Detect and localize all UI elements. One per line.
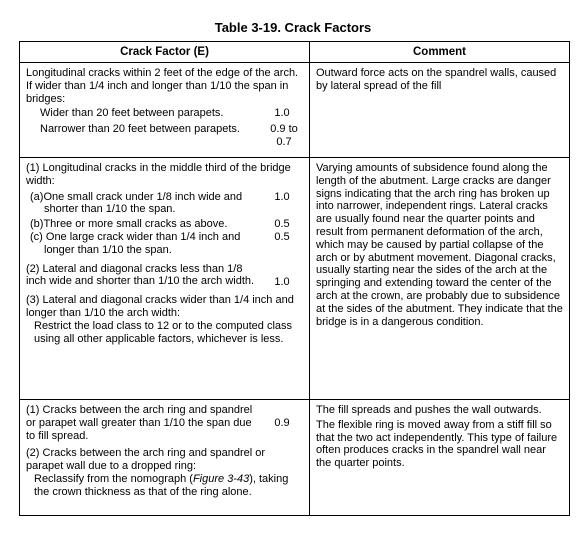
factor-note	[26, 473, 304, 499]
factor-item	[26, 231, 304, 257]
comment-cell	[310, 400, 570, 516]
table-row	[20, 158, 570, 400]
header-row	[20, 42, 570, 63]
comment-cell	[310, 158, 570, 400]
factor-value: 1.0	[274, 107, 290, 120]
table-row	[20, 400, 570, 516]
factor-note: Restrict the load class to 12 or to the computed class using all other applicable factors, whichever is less.	[34, 319, 293, 345]
factor-item	[26, 218, 304, 231]
factor-item	[26, 191, 304, 217]
factor-cell	[20, 158, 310, 400]
factor-cell	[20, 400, 310, 516]
factor-value: 0.5	[274, 230, 290, 243]
factor-item-text: Narrower than 20 feet between parapets.	[40, 123, 240, 136]
factor-item-text: (b)Three or more small cracks as above.	[30, 218, 228, 231]
comment-text: Varying amounts of subsidence found along the length of the abutment. Large cracks are danger signs indicating that the arch ring has broken up into narrower, independent rings. Lateral cracks are usually found near the quarter points and result from permanent deformation of the arch, which may be caused by partial collapse of the arch or by abutment movement. Diagonal cracks, usually starting near the sides of the arch at the springing and extending toward the center of the arch at the crown, are probably due to subsidence at the sides of the abutment. They indicate that the bridge is in a dangerous condition.	[316, 162, 563, 328]
factor-item	[26, 107, 304, 120]
figure-reference: Figure 3-43	[192, 472, 250, 485]
factor-text: (2) Cracks between the arch ring and spandrel or parapet wall due to a dropped ring:	[26, 447, 266, 473]
factor-value: 0.5	[274, 218, 290, 231]
header-crack-factor: Crack Factor (E)	[20, 42, 310, 63]
factor-item-text: (c) One large crack wider than 1/4 inch and longer than 1/10 the span.	[30, 230, 241, 256]
factor-note-text: Reclassify from the nomograph (	[34, 472, 193, 485]
comment-cell	[310, 63, 570, 158]
factor-item	[26, 404, 304, 442]
factor-item	[26, 123, 304, 149]
factor-cell	[20, 63, 310, 158]
factor-item-text: (1) Cracks between the arch ring and spandrel or parapet wall greater than 1/10 the span due to fill spread.	[26, 404, 253, 442]
header-comment: Comment	[310, 42, 570, 63]
factor-text: Longitudinal cracks within 2 feet of the edge of the arch. If wider than 1/4 inch and longer than 1/10 the span in bridges:	[26, 67, 299, 105]
factor-value: 0.9	[274, 417, 290, 429]
factor-text: (3) Lateral and diagonal cracks wider than 1/4 inch and longer than 1/10 the arch width:	[26, 294, 294, 320]
comment-text: Outward force acts on the spandrel walls, caused by lateral spread of the fill	[316, 67, 557, 92]
comment-text: The fill spreads and pushes the wall outwards.	[316, 404, 542, 416]
table-title: Table 3-19. Crack Factors	[214, 20, 372, 35]
factor-item	[26, 263, 304, 289]
factor-item-text: (2) Lateral and diagonal cracks less than 1/8 inch wide and shorter than 1/10 the arch width.	[26, 262, 255, 288]
table-row	[20, 63, 570, 158]
factor-note-text: ), taking the crown thickness as that of the ring alone.	[34, 472, 289, 498]
factor-value: 0.9 to 0.7	[270, 123, 298, 148]
factor-text: (1) Longitudinal cracks in the middle third of the bridge width:	[26, 162, 291, 187]
factor-item-text: (a)One small crack under 1/8 inch wide and shorter than 1/10 the span.	[30, 190, 243, 216]
factor-item-text: Wider than 20 feet between parapets.	[40, 107, 224, 120]
comment-text: The flexible ring is moved away from a stiff fill so that the two act independently. This type of failure often produces cracks in the spandrel wall near the quarter points.	[316, 418, 558, 470]
factor-value: 1.0	[274, 275, 290, 288]
crack-factors-table	[19, 41, 570, 516]
factor-value: 1.0	[274, 190, 290, 203]
